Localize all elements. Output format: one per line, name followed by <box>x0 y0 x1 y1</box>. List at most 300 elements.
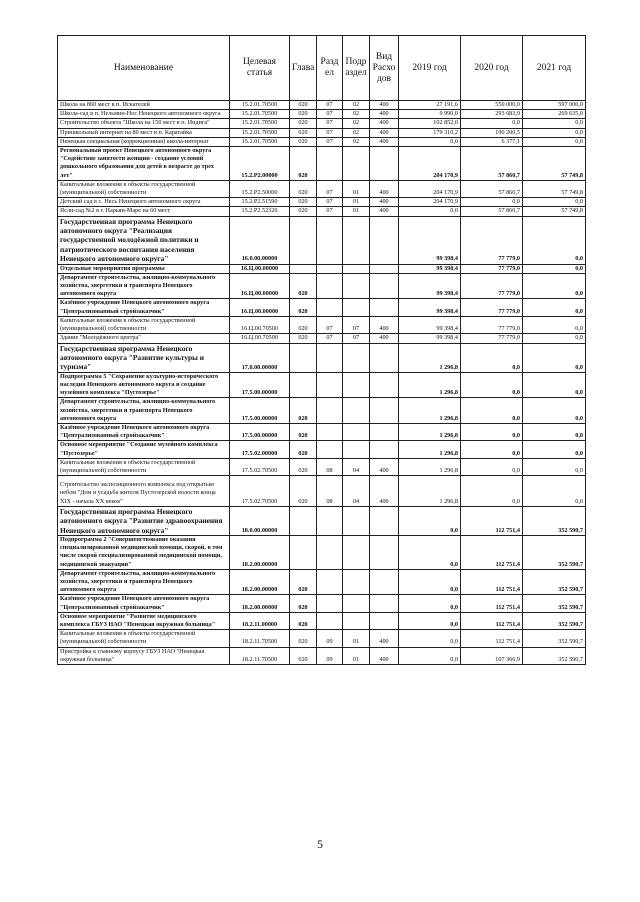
table-row <box>58 334 586 343</box>
cell-subsection: 01 <box>343 647 370 664</box>
cell-2020: 112 751,4 <box>461 595 523 612</box>
cell-chapter <box>290 506 317 535</box>
cell-section: 07 <box>317 137 343 146</box>
cell-subsection: 01 <box>343 198 370 207</box>
table-row <box>58 595 586 612</box>
cell-target-article: 18.2.11.70500 <box>230 630 290 647</box>
cell-2019: 0,0 <box>399 595 461 612</box>
cell-expense-type <box>370 398 399 424</box>
cell-target-article: 17.5.00.00000 <box>230 398 290 424</box>
cell-expense-type: 400 <box>370 334 399 343</box>
table-row <box>58 476 586 507</box>
cell-2020: 57 860,7 <box>461 147 523 181</box>
cell-expense-type: 400 <box>370 119 399 128</box>
cell-subsection <box>343 441 370 458</box>
table-row <box>58 264 586 273</box>
cell-chapter: 020 <box>290 647 317 664</box>
table-row <box>58 535 586 569</box>
cell-section <box>317 398 343 424</box>
cell-2019: 204 170,9 <box>399 180 461 197</box>
cell-name: Капитальные вложения в объекты государственной (муниципальной) собственности <box>58 180 230 197</box>
cell-2021: 352 590,7 <box>523 506 586 535</box>
cell-target-article: 15.2.01.70500 <box>230 137 290 146</box>
cell-section <box>317 535 343 569</box>
cell-target-article: 18.2.00.00000 <box>230 535 290 569</box>
table-row <box>58 207 586 216</box>
cell-subsection: 04 <box>343 476 370 507</box>
cell-subsection <box>343 273 370 299</box>
cell-2020: 77 779,0 <box>461 273 523 299</box>
cell-subsection <box>343 299 370 316</box>
cell-2021: 0,0 <box>523 273 586 299</box>
header-target-article: Целевая статья <box>230 36 290 101</box>
table-row <box>58 398 586 424</box>
header-chapter: Глава <box>290 36 317 101</box>
cell-chapter: 020 <box>290 119 317 128</box>
cell-2019: 204 170,9 <box>399 147 461 181</box>
cell-expense-type <box>370 569 399 595</box>
cell-expense-type <box>370 273 399 299</box>
cell-name: Капитальные вложения в объекты государственной (муниципальной) собственности <box>58 630 230 647</box>
cell-name: Департамент строительства, жилищно-коммунального хозяйства, энергетики и транспорта Ненецкого автономного округа <box>58 273 230 299</box>
cell-section <box>317 147 343 181</box>
cell-2019: 179 310,2 <box>399 128 461 137</box>
cell-2020: 0,0 <box>461 458 523 475</box>
table-row <box>58 316 586 333</box>
cell-name: Основное мероприятие "Развитие медицинского комплекса ГБУЗ НАО "Ненецкая окружная больница" <box>58 612 230 629</box>
cell-expense-type <box>370 612 399 629</box>
cell-name: Ненецкая специальная (коррекционная) школа-интернат <box>58 137 230 146</box>
cell-chapter: 020 <box>290 198 317 207</box>
table-row <box>58 137 586 146</box>
cell-2021: 57 749,8 <box>523 180 586 197</box>
cell-2019: 99 398,4 <box>399 216 461 264</box>
cell-target-article: 16.Ц.00.00000 <box>230 264 290 273</box>
cell-target-article: 15.2.P2.00000 <box>230 147 290 181</box>
cell-chapter: 020 <box>290 612 317 629</box>
table-row <box>58 506 586 535</box>
header-expense-type: Вид Расхо дов <box>370 36 399 101</box>
cell-section <box>317 372 343 398</box>
cell-2019: 9 990,0 <box>399 110 461 119</box>
cell-expense-type <box>370 535 399 569</box>
table-row <box>58 101 586 110</box>
cell-name: Капитальные вложения в объекты государственной (муниципальной) собственности <box>58 458 230 475</box>
table-body <box>58 101 586 665</box>
cell-expense-type: 400 <box>370 137 399 146</box>
cell-subsection <box>343 612 370 629</box>
cell-target-article: 16.Ц.00.70500 <box>230 334 290 343</box>
cell-section: 07 <box>317 316 343 333</box>
cell-2019: 0,0 <box>399 535 461 569</box>
cell-2019: 1 296,8 <box>399 423 461 440</box>
cell-target-article: 17.5.02.70500 <box>230 476 290 507</box>
cell-2021: 352 590,7 <box>523 630 586 647</box>
cell-target-article: 15.2.P2.52320 <box>230 207 290 216</box>
header-year-2021: 2021 год <box>523 36 586 101</box>
cell-name: Школа-сад в п. Нельмин-Нос Ненецкого автономного округа <box>58 110 230 119</box>
cell-2020: 112 751,4 <box>461 506 523 535</box>
cell-2019: 99 398,4 <box>399 273 461 299</box>
cell-section <box>317 506 343 535</box>
cell-subsection: 01 <box>343 630 370 647</box>
cell-section <box>317 273 343 299</box>
cell-name: Пришкольный интернат на 80 мест в п. Каратайка <box>58 128 230 137</box>
cell-2019: 0,0 <box>399 506 461 535</box>
cell-2021: 0,0 <box>523 137 586 146</box>
cell-2019: 102 852,0 <box>399 119 461 128</box>
cell-2020: 57 860,7 <box>461 180 523 197</box>
table-row <box>58 343 586 372</box>
cell-2021: 57 749,8 <box>523 147 586 181</box>
cell-section <box>317 441 343 458</box>
cell-subsection: 07 <box>343 334 370 343</box>
cell-name: Казённое учреждение Ненецкого автономного округа "Централизованный стройзаказчик" <box>58 299 230 316</box>
cell-2021: 0,0 <box>523 398 586 424</box>
cell-2020: 0,0 <box>461 423 523 440</box>
cell-name: Подпрограмма 5 "Сохранение культурно-исторического наследия Ненецкого автономного округа и создание музейного комплекса "Пустозерье" <box>58 372 230 398</box>
cell-chapter: 020 <box>290 441 317 458</box>
cell-subsection: 02 <box>343 101 370 110</box>
cell-name: Отдельные мероприятия программы <box>58 264 230 273</box>
cell-chapter <box>290 264 317 273</box>
cell-chapter: 020 <box>290 147 317 181</box>
cell-2020: 550 000,0 <box>461 101 523 110</box>
cell-section: 07 <box>317 101 343 110</box>
cell-expense-type <box>370 216 399 264</box>
cell-chapter <box>290 216 317 264</box>
cell-2021: 0,0 <box>523 458 586 475</box>
cell-target-article: 18.2.11.00000 <box>230 612 290 629</box>
cell-subsection: 02 <box>343 119 370 128</box>
table-row <box>58 273 586 299</box>
cell-2019: 1 296,8 <box>399 372 461 398</box>
cell-chapter: 020 <box>290 110 317 119</box>
cell-2019: 0,0 <box>399 647 461 664</box>
cell-2020: 0,0 <box>461 441 523 458</box>
cell-subsection <box>343 372 370 398</box>
cell-2021: 0,0 <box>523 119 586 128</box>
header-year-2019: 2019 год <box>399 36 461 101</box>
cell-target-article: 15.2.01.70500 <box>230 128 290 137</box>
cell-name: Школа на 860 мест в п. Искателей <box>58 101 230 110</box>
page-number: 5 <box>317 837 323 851</box>
cell-target-article: 15.2.01.70500 <box>230 119 290 128</box>
cell-2019: 1 296,8 <box>399 476 461 507</box>
budget-table <box>57 35 586 665</box>
cell-section: 07 <box>317 198 343 207</box>
cell-target-article: 16.Ц.00.00000 <box>230 273 290 299</box>
cell-name: Пристройка к главному корпусу ГБУЗ НАО "Ненецкая окружная больница" <box>58 647 230 664</box>
cell-2020: 77 779,0 <box>461 299 523 316</box>
cell-2019: 1 296,8 <box>399 458 461 475</box>
cell-2020: 112 751,4 <box>461 535 523 569</box>
cell-name: Капитальные вложения в объекты государственной (муниципальной) собственности <box>58 316 230 333</box>
table-row <box>58 198 586 207</box>
cell-section: 08 <box>317 476 343 507</box>
cell-target-article: 16.Ц.00.00000 <box>230 299 290 316</box>
table-row <box>58 110 586 119</box>
cell-subsection <box>343 398 370 424</box>
cell-chapter: 020 <box>290 180 317 197</box>
cell-target-article: 18.2.00.00000 <box>230 595 290 612</box>
table-row <box>58 423 586 440</box>
cell-expense-type <box>370 423 399 440</box>
header-section: Разд ел <box>317 36 343 101</box>
cell-section: 07 <box>317 334 343 343</box>
header-year-2020: 2020 год <box>461 36 523 101</box>
cell-2019: 0,0 <box>399 612 461 629</box>
cell-subsection <box>343 569 370 595</box>
cell-2019: 99 398,4 <box>399 316 461 333</box>
cell-name: Строительство экспозиционного комплекса под открытым небом "Дом и усадьба жителя Пустозерской волости конца XIX - начала XX веков" <box>58 476 230 507</box>
cell-chapter: 020 <box>290 137 317 146</box>
cell-2021: 0,0 <box>523 343 586 372</box>
cell-2019: 99 398,4 <box>399 264 461 273</box>
cell-expense-type: 400 <box>370 110 399 119</box>
cell-2021: 0,0 <box>523 372 586 398</box>
cell-expense-type <box>370 441 399 458</box>
cell-2020: 112 751,4 <box>461 630 523 647</box>
cell-expense-type: 400 <box>370 198 399 207</box>
cell-2020: 0,0 <box>461 372 523 398</box>
cell-section <box>317 423 343 440</box>
cell-2020: 190 200,5 <box>461 128 523 137</box>
cell-2020: 77 779,0 <box>461 316 523 333</box>
cell-chapter: 020 <box>290 595 317 612</box>
cell-2021: 597 000,0 <box>523 101 586 110</box>
table-row <box>58 441 586 458</box>
cell-subsection: 07 <box>343 316 370 333</box>
cell-section: 07 <box>317 207 343 216</box>
cell-subsection: 04 <box>343 458 370 475</box>
cell-section: 07 <box>317 119 343 128</box>
cell-expense-type: 400 <box>370 128 399 137</box>
cell-expense-type: 400 <box>370 476 399 507</box>
cell-target-article: 16.0.00.00000 <box>230 216 290 264</box>
cell-2020: 0,0 <box>461 198 523 207</box>
cell-section: 07 <box>317 180 343 197</box>
cell-target-article: 15.2.01.70500 <box>230 110 290 119</box>
cell-2020: 0,0 <box>461 119 523 128</box>
table-row <box>58 569 586 595</box>
cell-2020: 77 779,0 <box>461 216 523 264</box>
cell-2019: 0,0 <box>399 207 461 216</box>
cell-expense-type: 400 <box>370 101 399 110</box>
cell-2021: 57 749,8 <box>523 207 586 216</box>
cell-2021: 0,0 <box>523 264 586 273</box>
cell-section <box>317 343 343 372</box>
cell-section: 09 <box>317 630 343 647</box>
cell-target-article: 18.2.11.70500 <box>230 647 290 664</box>
cell-name: Государственная программа Ненецкого автономного округа "Развитие здравоохранения Ненецкого автономного округа" <box>58 506 230 535</box>
cell-section: 09 <box>317 647 343 664</box>
cell-chapter: 020 <box>290 316 317 333</box>
cell-target-article: 18.0.00.00000 <box>230 506 290 535</box>
cell-2021: 0,0 <box>523 316 586 333</box>
cell-subsection <box>343 147 370 181</box>
cell-expense-type <box>370 343 399 372</box>
cell-name: Здание "Молодёжного центра" <box>58 334 230 343</box>
cell-2021: 269 635,0 <box>523 110 586 119</box>
cell-2021: 352 590,7 <box>523 569 586 595</box>
cell-2019: 1 296,8 <box>399 343 461 372</box>
cell-subsection: 02 <box>343 137 370 146</box>
cell-2020: 0,0 <box>461 343 523 372</box>
cell-2019: 204 170,9 <box>399 198 461 207</box>
cell-chapter: 020 <box>290 273 317 299</box>
cell-chapter: 020 <box>290 299 317 316</box>
cell-chapter: 020 <box>290 101 317 110</box>
cell-2019: 0,0 <box>399 137 461 146</box>
cell-name: Государственная программа Ненецкого автономного округа "Реализация государственной молодёжной политики и патриотического воспитания населения Ненецкого автономного округа" <box>58 216 230 264</box>
cell-expense-type <box>370 147 399 181</box>
cell-target-article: 18.2.00.00000 <box>230 569 290 595</box>
cell-2019: 1 296,8 <box>399 398 461 424</box>
header-name: Наименование <box>58 36 230 101</box>
table-row <box>58 216 586 264</box>
cell-2020: 0,0 <box>461 476 523 507</box>
cell-subsection: 02 <box>343 128 370 137</box>
cell-2020: 77 779,0 <box>461 264 523 273</box>
table-row <box>58 119 586 128</box>
cell-section: 07 <box>317 128 343 137</box>
cell-name: Подпрограмма 2 "Совершенствование оказания специализированной медицинской помощи, скорой, в том числе скорой специализированной медицинской помощи, медицинской эвакуации" <box>58 535 230 569</box>
cell-section <box>317 612 343 629</box>
cell-expense-type <box>370 506 399 535</box>
cell-expense-type <box>370 264 399 273</box>
table-row <box>58 372 586 398</box>
cell-expense-type: 400 <box>370 316 399 333</box>
cell-expense-type: 400 <box>370 207 399 216</box>
cell-chapter: 020 <box>290 476 317 507</box>
cell-name: Казённое учреждение Ненецкого автономного округа "Централизованный стройзаказчик" <box>58 595 230 612</box>
cell-target-article: 17.5.00.00000 <box>230 372 290 398</box>
cell-name: Департамент строительства, жилищно-коммунального хозяйства, энергетики и транспорта Ненецкого автономного округа <box>58 398 230 424</box>
table-row <box>58 147 586 181</box>
cell-target-article: 17.5.02.70500 <box>230 458 290 475</box>
cell-2021: 0,0 <box>523 198 586 207</box>
cell-chapter: 020 <box>290 128 317 137</box>
cell-subsection <box>343 535 370 569</box>
cell-target-article: 15.2.P2.50000 <box>230 180 290 197</box>
cell-subsection: 01 <box>343 180 370 197</box>
cell-2019: 0,0 <box>399 569 461 595</box>
cell-name: Строительство объекта "Школа на 150 мест в п. Индига" <box>58 119 230 128</box>
cell-subsection <box>343 423 370 440</box>
cell-section <box>317 299 343 316</box>
cell-section <box>317 595 343 612</box>
cell-name: Региональный проект Ненецкого автономного округа "Содействие занятости женщин - создание условий дошкольного образования для детей в возрасте до трех лет" <box>58 147 230 181</box>
cell-chapter: 020 <box>290 458 317 475</box>
cell-expense-type <box>370 595 399 612</box>
table-row <box>58 630 586 647</box>
cell-2021: 0,0 <box>523 476 586 507</box>
cell-2019: 1 296,8 <box>399 441 461 458</box>
header-subsection: Подр аздел <box>343 36 370 101</box>
cell-2020: 0,0 <box>461 398 523 424</box>
cell-subsection <box>343 343 370 372</box>
cell-chapter: 020 <box>290 398 317 424</box>
cell-2021: 352 590,7 <box>523 535 586 569</box>
cell-2020: 107 366,9 <box>461 647 523 664</box>
cell-target-article: 15.2.01.70500 <box>230 101 290 110</box>
table-row <box>58 128 586 137</box>
cell-2020: 112 751,4 <box>461 569 523 595</box>
cell-chapter: 020 <box>290 207 317 216</box>
cell-chapter <box>290 343 317 372</box>
table-row <box>58 458 586 475</box>
cell-2021: 352 590,7 <box>523 595 586 612</box>
cell-section <box>317 569 343 595</box>
cell-subsection: 02 <box>343 110 370 119</box>
cell-target-article: 17.5.02.00000 <box>230 441 290 458</box>
cell-2021: 0,0 <box>523 423 586 440</box>
cell-2020: 293 683,9 <box>461 110 523 119</box>
cell-expense-type: 400 <box>370 647 399 664</box>
cell-2019: 0,0 <box>399 630 461 647</box>
cell-2021: 0,0 <box>523 216 586 264</box>
cell-subsection <box>343 264 370 273</box>
cell-2021: 0,0 <box>523 299 586 316</box>
cell-target-article: 15.2.P2.51590 <box>230 198 290 207</box>
cell-expense-type: 400 <box>370 180 399 197</box>
cell-expense-type: 400 <box>370 630 399 647</box>
cell-section: 07 <box>317 110 343 119</box>
cell-subsection <box>343 595 370 612</box>
table-header-row <box>58 36 586 101</box>
cell-expense-type <box>370 372 399 398</box>
cell-chapter <box>290 372 317 398</box>
cell-2019: 99 398,4 <box>399 334 461 343</box>
cell-expense-type <box>370 299 399 316</box>
cell-2021: 0,0 <box>523 441 586 458</box>
table-row <box>58 180 586 197</box>
cell-section <box>317 264 343 273</box>
cell-target-article: 16.Ц.00.70500 <box>230 316 290 333</box>
cell-subsection <box>343 506 370 535</box>
cell-chapter: 020 <box>290 630 317 647</box>
table-row <box>58 299 586 316</box>
cell-2021: 0,0 <box>523 334 586 343</box>
cell-name: Департамент строительства, жилищно-коммунального хозяйства, энергетики и транспорта Ненецкого автономного округа <box>58 569 230 595</box>
cell-chapter: 020 <box>290 334 317 343</box>
cell-expense-type: 400 <box>370 458 399 475</box>
table-row <box>58 647 586 664</box>
table-row <box>58 612 586 629</box>
cell-2021: 0,0 <box>523 128 586 137</box>
cell-2020: 6 377,1 <box>461 137 523 146</box>
cell-subsection: 01 <box>343 207 370 216</box>
cell-2020: 57 860,7 <box>461 207 523 216</box>
cell-target-article: 17.5.00.00000 <box>230 423 290 440</box>
cell-target-article: 17.0.00.00000 <box>230 343 290 372</box>
cell-chapter <box>290 535 317 569</box>
cell-name: Казённое учреждение Ненецкого автономного округа "Централизованный стройзаказчик" <box>58 423 230 440</box>
cell-2019: 27 191,6 <box>399 101 461 110</box>
cell-chapter: 020 <box>290 569 317 595</box>
cell-name: Ясли-сад №2 в г. Нарьян-Маре на 60 мест <box>58 207 230 216</box>
cell-2021: 352 590,7 <box>523 612 586 629</box>
cell-2020: 112 751,4 <box>461 612 523 629</box>
cell-2021: 352 590,7 <box>523 647 586 664</box>
cell-2020: 77 779,0 <box>461 334 523 343</box>
cell-chapter: 020 <box>290 423 317 440</box>
cell-2019: 99 398,4 <box>399 299 461 316</box>
cell-section: 08 <box>317 458 343 475</box>
cell-section <box>317 216 343 264</box>
cell-name: Детский сад в с. Несь Ненецкого автономного округа <box>58 198 230 207</box>
